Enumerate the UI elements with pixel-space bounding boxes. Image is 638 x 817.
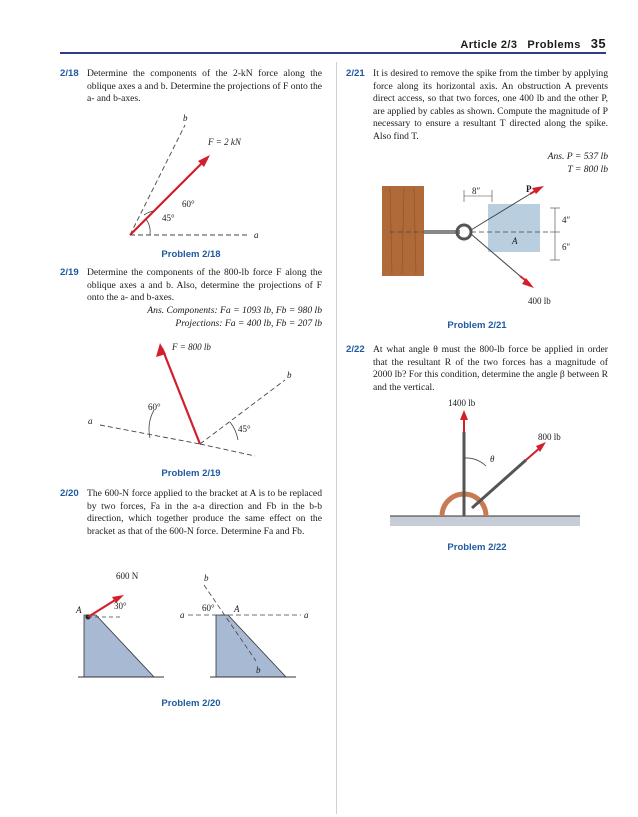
angle-60-label: 60° <box>148 402 161 412</box>
figure-2-20 <box>76 565 326 685</box>
force-1400-label: 1400 lb <box>448 398 476 408</box>
caption-2-18: Problem 2/18 <box>161 249 221 260</box>
dim-4-label: 4″ <box>562 215 571 225</box>
dim-8-label: 8″ <box>472 186 481 196</box>
a-axis-right-label: a <box>304 610 309 620</box>
problem-2-18 <box>60 68 322 106</box>
force-400-label: 400 lb <box>528 296 551 306</box>
b-axis-label: b <box>287 370 292 380</box>
caption-2-20: Problem 2/20 <box>161 698 221 709</box>
problem-text: Determine the components of the 800-lb force F along the oblique axes a and b. Also, determine the projections of F onto the a- and b-axes. <box>87 267 322 304</box>
section-label: Problems <box>527 39 581 51</box>
force-label: 600 N <box>116 571 139 581</box>
caption-2-21: Problem 2/21 <box>447 320 507 331</box>
figure-2-22 <box>390 398 590 528</box>
answer-2-21-t: T = 800 lb <box>567 164 608 175</box>
dim-6-label: 6″ <box>562 242 571 252</box>
figure-2-21 <box>380 180 600 310</box>
problem-text: It is desired to remove the spike from the timber by applying force along its horizontal axis. An obstruction A prevents direct access, so that two forces, one 400 lb and the other P, are applied by cables as shown. Compute the magnitude of P necessary to ensure a resultant T directed along the spike. Also find T. <box>373 68 608 142</box>
angle-45-label: 45° <box>162 213 175 223</box>
caption-2-19: Problem 2/19 <box>161 468 221 479</box>
force-label: F = 2 kN <box>208 137 241 147</box>
problem-number: 2/19 <box>60 267 79 278</box>
theta-label: θ <box>490 454 495 464</box>
problem-number: 2/18 <box>60 68 79 79</box>
answer-2-19-projections: Projections: Fa = 400 lb, Fb = 207 lb <box>175 318 322 329</box>
problem-number: 2/22 <box>346 344 365 355</box>
answer-2-19-components: Ans. Components: Fa = 1093 lb, Fb = 980 lb <box>147 305 322 316</box>
force-800-label: 800 lb <box>538 432 561 442</box>
figure-2-18 <box>110 115 280 245</box>
header-rule <box>60 52 606 54</box>
a-axis-left-label: a <box>180 610 185 620</box>
b-axis-label: b <box>183 113 188 123</box>
a-axis-label: a <box>254 230 259 240</box>
problem-2-22 <box>346 344 608 394</box>
problem-2-19 <box>60 267 322 305</box>
article-label: Article 2/3 <box>460 39 518 51</box>
point-a-label-2: A <box>234 604 240 614</box>
problem-text: The 600-N force applied to the bracket at A is to be replaced by two forces, Fa in the a-a direction and Fb in the b-b direction, which together produce the same effect on the bracket as that of the 600-N force. Determine Fa and Fb. <box>87 488 322 537</box>
problem-text: At what angle θ must the 800-lb force be applied in order that the resultant R of the two forces has a magnitude of 2000 lb? For this condition, determine the angle β between R and the vertical. <box>373 344 608 393</box>
problem-text: Determine the components of the 2-kN force along the oblique axes a and b. Determine the projections of F onto the a- and b-axes. <box>87 68 322 105</box>
angle-45-label: 45° <box>238 424 251 434</box>
problem-2-21 <box>346 68 608 144</box>
a-axis-label: a <box>88 416 93 426</box>
point-a-label: A <box>76 605 82 615</box>
angle-60-label: 60° <box>182 199 195 209</box>
force-label: F = 800 lb <box>172 342 211 352</box>
b-axis-bottom-label: b <box>256 665 261 675</box>
answer-2-21-p: Ans. P = 537 lb <box>547 151 608 162</box>
angle-60-label: 60° <box>202 603 215 613</box>
problem-number: 2/21 <box>346 68 365 79</box>
page-header <box>60 36 606 54</box>
obstruction-a-label: A <box>512 236 518 246</box>
b-axis-top-label: b <box>204 573 209 583</box>
problem-number: 2/20 <box>60 488 79 499</box>
column-divider <box>336 62 337 814</box>
page-number: 35 <box>590 36 606 51</box>
caption-2-22: Problem 2/22 <box>447 542 507 553</box>
force-p-label: P <box>526 184 532 194</box>
problem-2-20 <box>60 488 322 538</box>
angle-30-label: 30° <box>114 601 127 611</box>
figure-2-19 <box>80 340 310 460</box>
